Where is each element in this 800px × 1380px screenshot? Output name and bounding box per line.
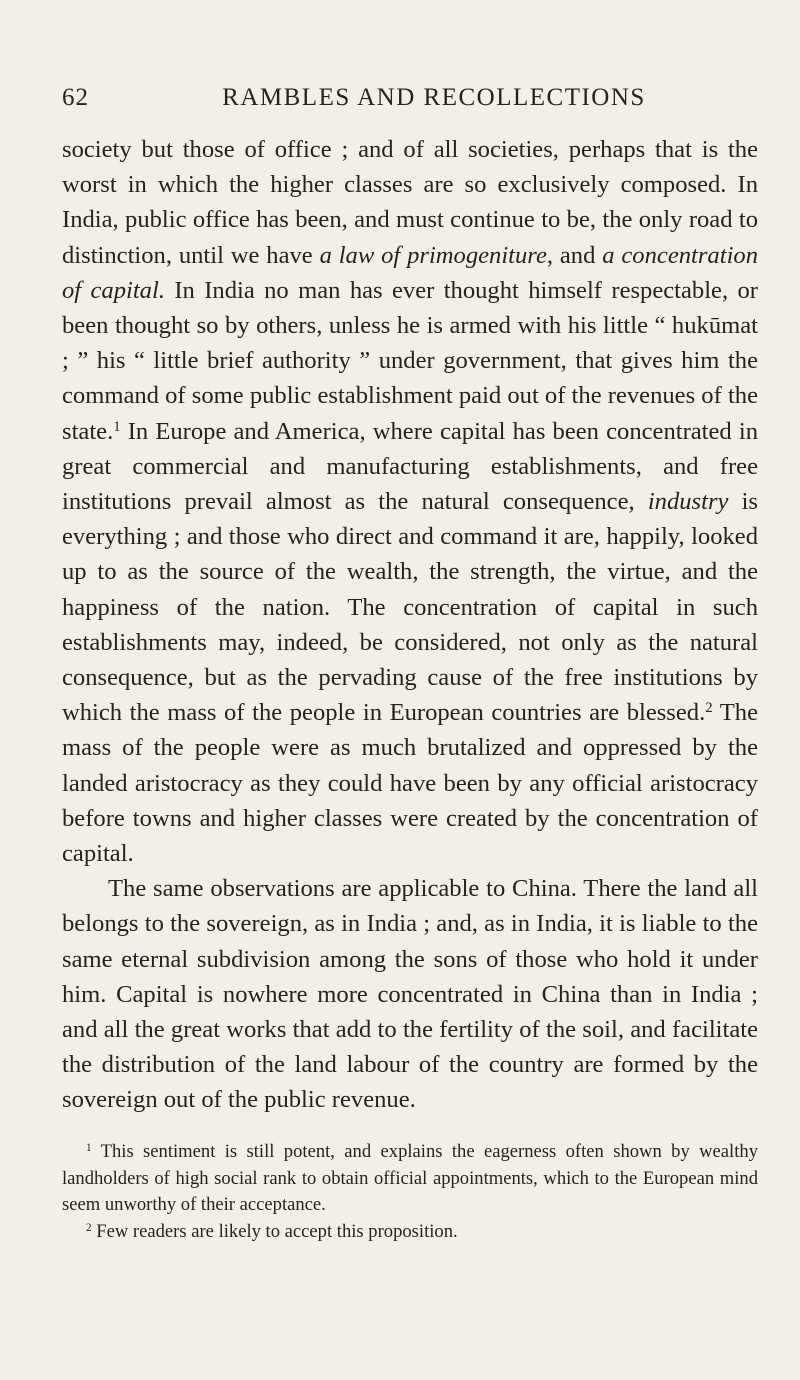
italic-phrase: a law of primogeniture (319, 241, 547, 269)
page-header (62, 84, 758, 124)
footnote-mark: 1 (86, 1141, 92, 1154)
paragraph-2: The same observations are applicable to China. There the land all belongs to the sovereign, as in India ; and, as in India, it is liable to the same eternal subdivision among the sons of those who hold it under him. Capital is nowhere more concentrated in China than in India ; and all the great works that add to the fertility of the soil, and facilitate the distribution of the land labour of the country are formed by the sovereign out of the public revenue. (62, 875, 758, 1114)
running-head: RAMBLES AND RECOLLECTIONS (222, 84, 646, 111)
text-run: society but those of office ; and of all societies, perhaps that is the worst in which the higher classes are so exclusively composed. In India, public office has been, and must continue to be, the only road to distinction, until we have (62, 136, 758, 269)
footnotes (62, 1139, 758, 1245)
italic-phrase: a concentration of capital. (62, 241, 758, 304)
paragraph-1 (62, 132, 758, 871)
text-run: In Europe and America, where capital has been concentrated in great commercial and manufacturing establishments, and free institutions prevail almost as the natural consequence, (62, 417, 758, 516)
footnote-ref-2: 2 (705, 700, 713, 717)
footnote-ref-1: 1 (113, 418, 121, 435)
text-run: The mass of the people were as much brutalized and oppressed by the landed aristocracy as they could have been by any official aristocracy before towns and higher classes were created by the concentration of capital. (62, 699, 758, 868)
text-run: In India no man has ever thought himself respectable, or been thought so by others, unless he is armed with his little “ hukūmat ; ” his “ little brief authority ” under government, that gives him the command of some public establishment paid out of the revenues of the state. (62, 276, 758, 445)
text-run: is everything ; and those who direct and command it are, happily, looked up to as the source of the wealth, the strength, the virtue, and the happiness of the nation. The concentration of capital in such establishments may, indeed, be considered, not only as the natural consequence, but as the pervading cause of the free institutions by which the mass of the people in European countries are blessed. (62, 488, 758, 727)
footnote-text: Few readers are likely to accept this proposition. (91, 1220, 458, 1242)
footnote-1 (62, 1139, 758, 1219)
body-text (62, 132, 758, 1118)
text-run: , and (546, 241, 603, 269)
footnote-text: This sentiment is still potent, and explains the eagerness often shown by wealthy landholders of high social rank to obtain official appointments, which to the European mind seem unworthy of their acceptance. (62, 1141, 758, 1216)
italic-phrase: industry (647, 488, 729, 516)
footnote-2 (62, 1219, 758, 1246)
footnote-mark: 2 (86, 1221, 92, 1234)
page-number: 62 (62, 84, 89, 111)
